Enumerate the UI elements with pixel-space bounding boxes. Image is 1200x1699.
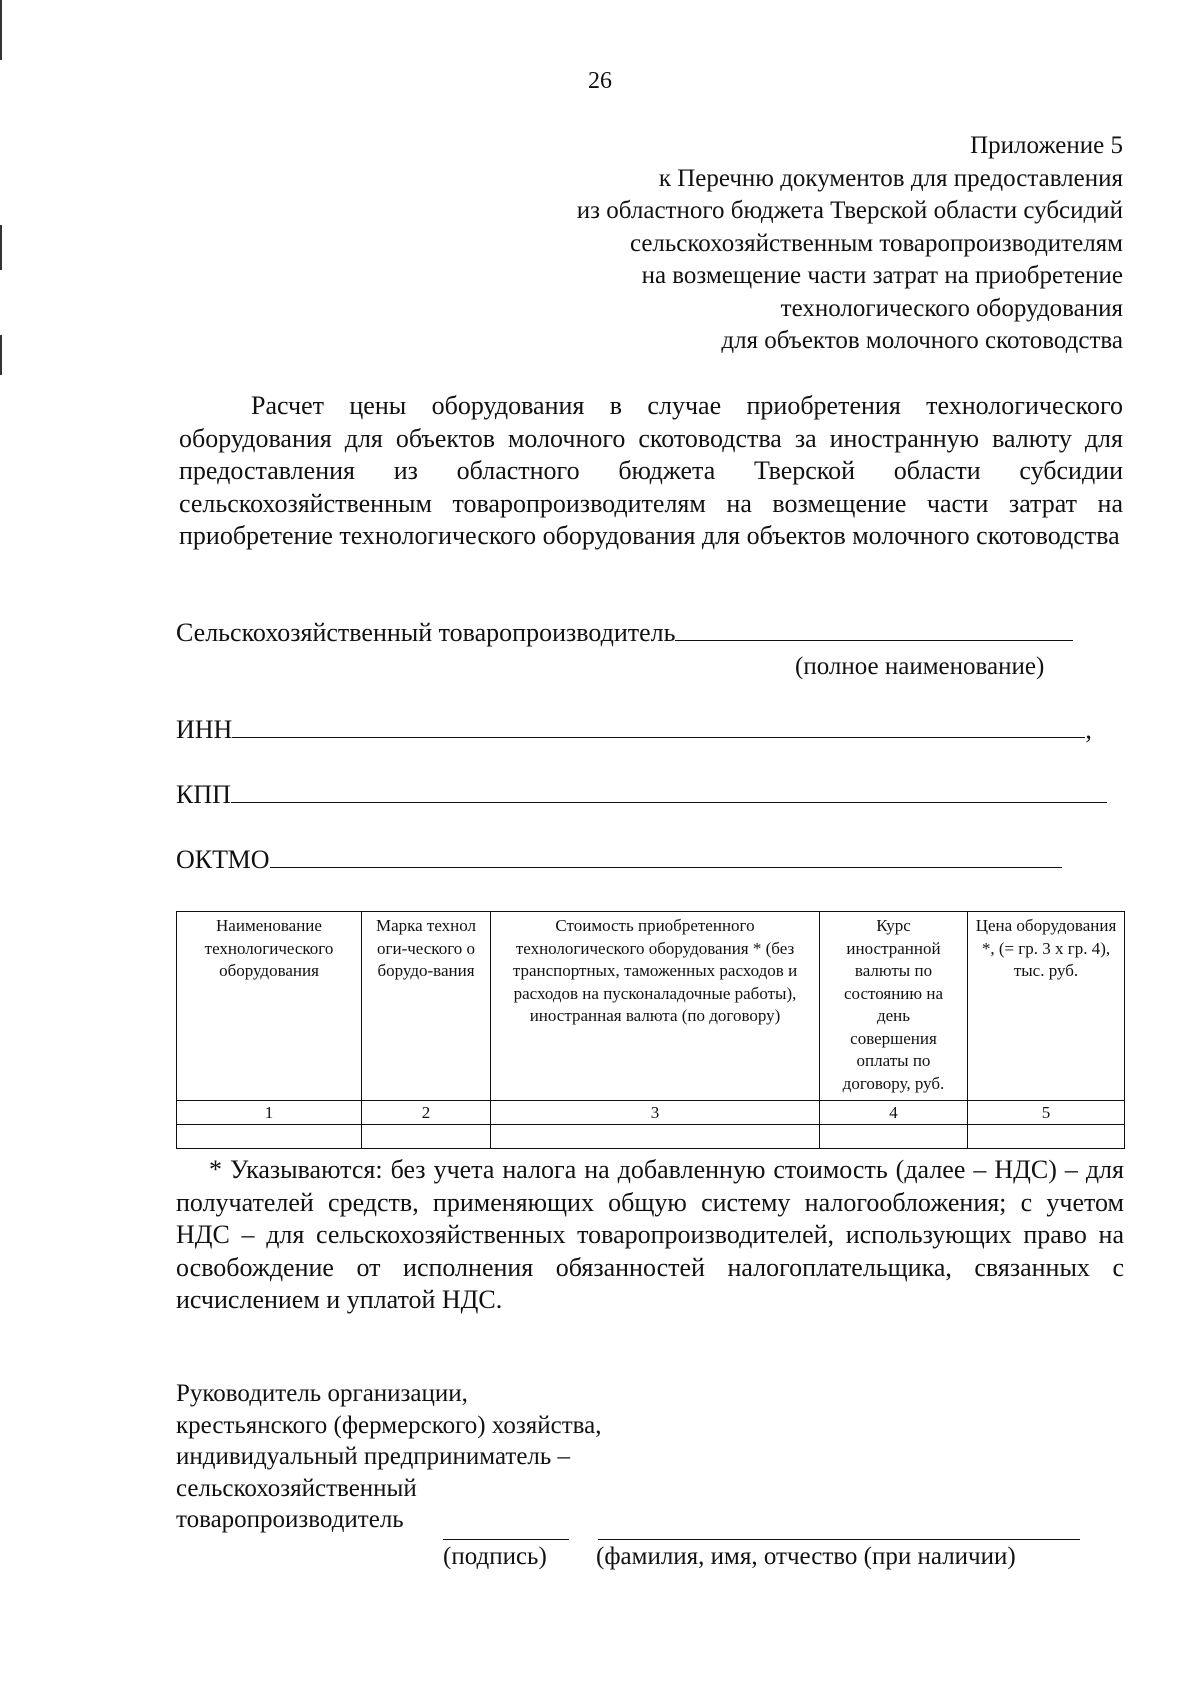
header-equipment-name: Наименование технологического оборудования bbox=[177, 912, 362, 1101]
appendix-line: для объектов молочного скотоводства bbox=[721, 327, 1123, 354]
table-cell[interactable] bbox=[820, 1125, 968, 1149]
producer-label: Сельскохозяйственный товаропроизводитель bbox=[176, 618, 676, 647]
producer-input-line[interactable] bbox=[675, 618, 1073, 641]
column-number: 1 bbox=[177, 1101, 362, 1125]
name-caption: (фамилия, имя, отчество (при наличии) bbox=[596, 1543, 1016, 1570]
inn-label: ИНН bbox=[176, 715, 233, 744]
kpp-field bbox=[176, 780, 1107, 810]
kpp-input-line[interactable] bbox=[231, 780, 1107, 803]
appendix-line: на возмещение части затрат на приобретение bbox=[641, 262, 1123, 289]
column-number: 5 bbox=[968, 1101, 1125, 1125]
page-number: 26 bbox=[588, 68, 612, 94]
column-number: 3 bbox=[491, 1101, 820, 1125]
appendix-line: Приложение 5 bbox=[970, 132, 1123, 159]
producer-hint: (полное наименование) bbox=[795, 653, 1045, 680]
inn-suffix: , bbox=[1085, 715, 1092, 744]
equipment-price-table bbox=[176, 911, 1125, 1149]
signature-block bbox=[176, 1378, 602, 1536]
header-equipment-brand bbox=[362, 912, 491, 1101]
appendix-header bbox=[577, 130, 1123, 358]
column-number: 4 bbox=[820, 1101, 968, 1125]
header-equipment-price bbox=[968, 912, 1125, 1101]
footnote: * Указываются: без учета налога на добавленную стоимость (далее – НДС) – для получателей средств, применяющих общую систему налогообложения; с учетом НДС – для сельскохозяйственных товаропроизводителей, использующих право на освобождение от исполнения обязанностей налогоплательщика, связанных с исчислением и уплатой НДС. bbox=[176, 1155, 1124, 1314]
table-cell[interactable] bbox=[177, 1125, 362, 1149]
document-title: Расчет цены оборудования в случае приобретения технологического оборудования для объектов молочного скотоводства за иностранную валюту для предоставления из областного бюджета Тверской области субсидии сельскохозяйственным товаропроизводителям на возмещение части затрат на приобретение технологического оборудования для объектов молочного скотоводства bbox=[179, 391, 1123, 550]
appendix-line: из областного бюджета Тверской области субсидий bbox=[576, 197, 1123, 224]
signature-line-text: индивидуальный предприниматель – bbox=[176, 1443, 571, 1470]
header-exchange-rate bbox=[820, 912, 968, 1101]
appendix-line: технологического оборудования bbox=[780, 294, 1123, 322]
name-input-line[interactable] bbox=[598, 1539, 1080, 1540]
inn-input-line[interactable] bbox=[232, 715, 1085, 738]
signature-line-text: Руководитель организации, bbox=[176, 1380, 468, 1407]
header-equipment-brand-text: Марка технологи-ческого оборудо-вания bbox=[375, 916, 477, 980]
appendix-line: сельскохозяйственным товаропроизводителям bbox=[629, 229, 1123, 257]
signature-line-text: сельскохозяйственный bbox=[176, 1474, 417, 1502]
signature-input-line[interactable] bbox=[443, 1539, 569, 1540]
table-row bbox=[177, 1125, 1125, 1149]
inn-field bbox=[176, 715, 1092, 745]
column-number: 2 bbox=[362, 1101, 491, 1125]
oktmo-input-line[interactable] bbox=[270, 845, 1062, 868]
kpp-label: КПП bbox=[176, 780, 231, 809]
header-equipment-cost-text: Стоимость приобретенного технологического оборудования * (без транспортных, таможенных расходов и расходов на пусконаладочные работы), иностранная валюта (по договору) bbox=[512, 916, 798, 1025]
oktmo-field bbox=[176, 845, 1062, 875]
signature-line-text: товаропроизводитель bbox=[176, 1506, 404, 1533]
scan-edge-mark bbox=[0, 225, 2, 270]
scan-edge-mark bbox=[0, 0, 2, 60]
header-equipment-cost bbox=[491, 912, 820, 1101]
signature-line-text: крестьянского (фермерского) хозяйства, bbox=[176, 1411, 602, 1439]
table-cell[interactable] bbox=[362, 1125, 491, 1149]
header-exchange-rate-text: Курс иностранной валюты по состоянию на день совершения оплаты по договору, руб. bbox=[842, 916, 945, 1093]
header-equipment-price-text: Цена оборудования *, (= гр. 3 х гр. 4), тыс. руб. bbox=[975, 916, 1117, 980]
oktmo-label: ОКТМО bbox=[176, 845, 270, 874]
table-cell[interactable] bbox=[491, 1125, 820, 1149]
table-header-row bbox=[177, 912, 1125, 1101]
table-column-numbers-row bbox=[177, 1101, 1125, 1125]
producer-field bbox=[176, 618, 1073, 648]
signature-caption: (подпись) bbox=[443, 1543, 547, 1570]
scan-edge-mark bbox=[0, 335, 2, 375]
appendix-line: к Перечню документов для предоставления bbox=[658, 164, 1123, 192]
table-cell[interactable] bbox=[968, 1125, 1125, 1149]
